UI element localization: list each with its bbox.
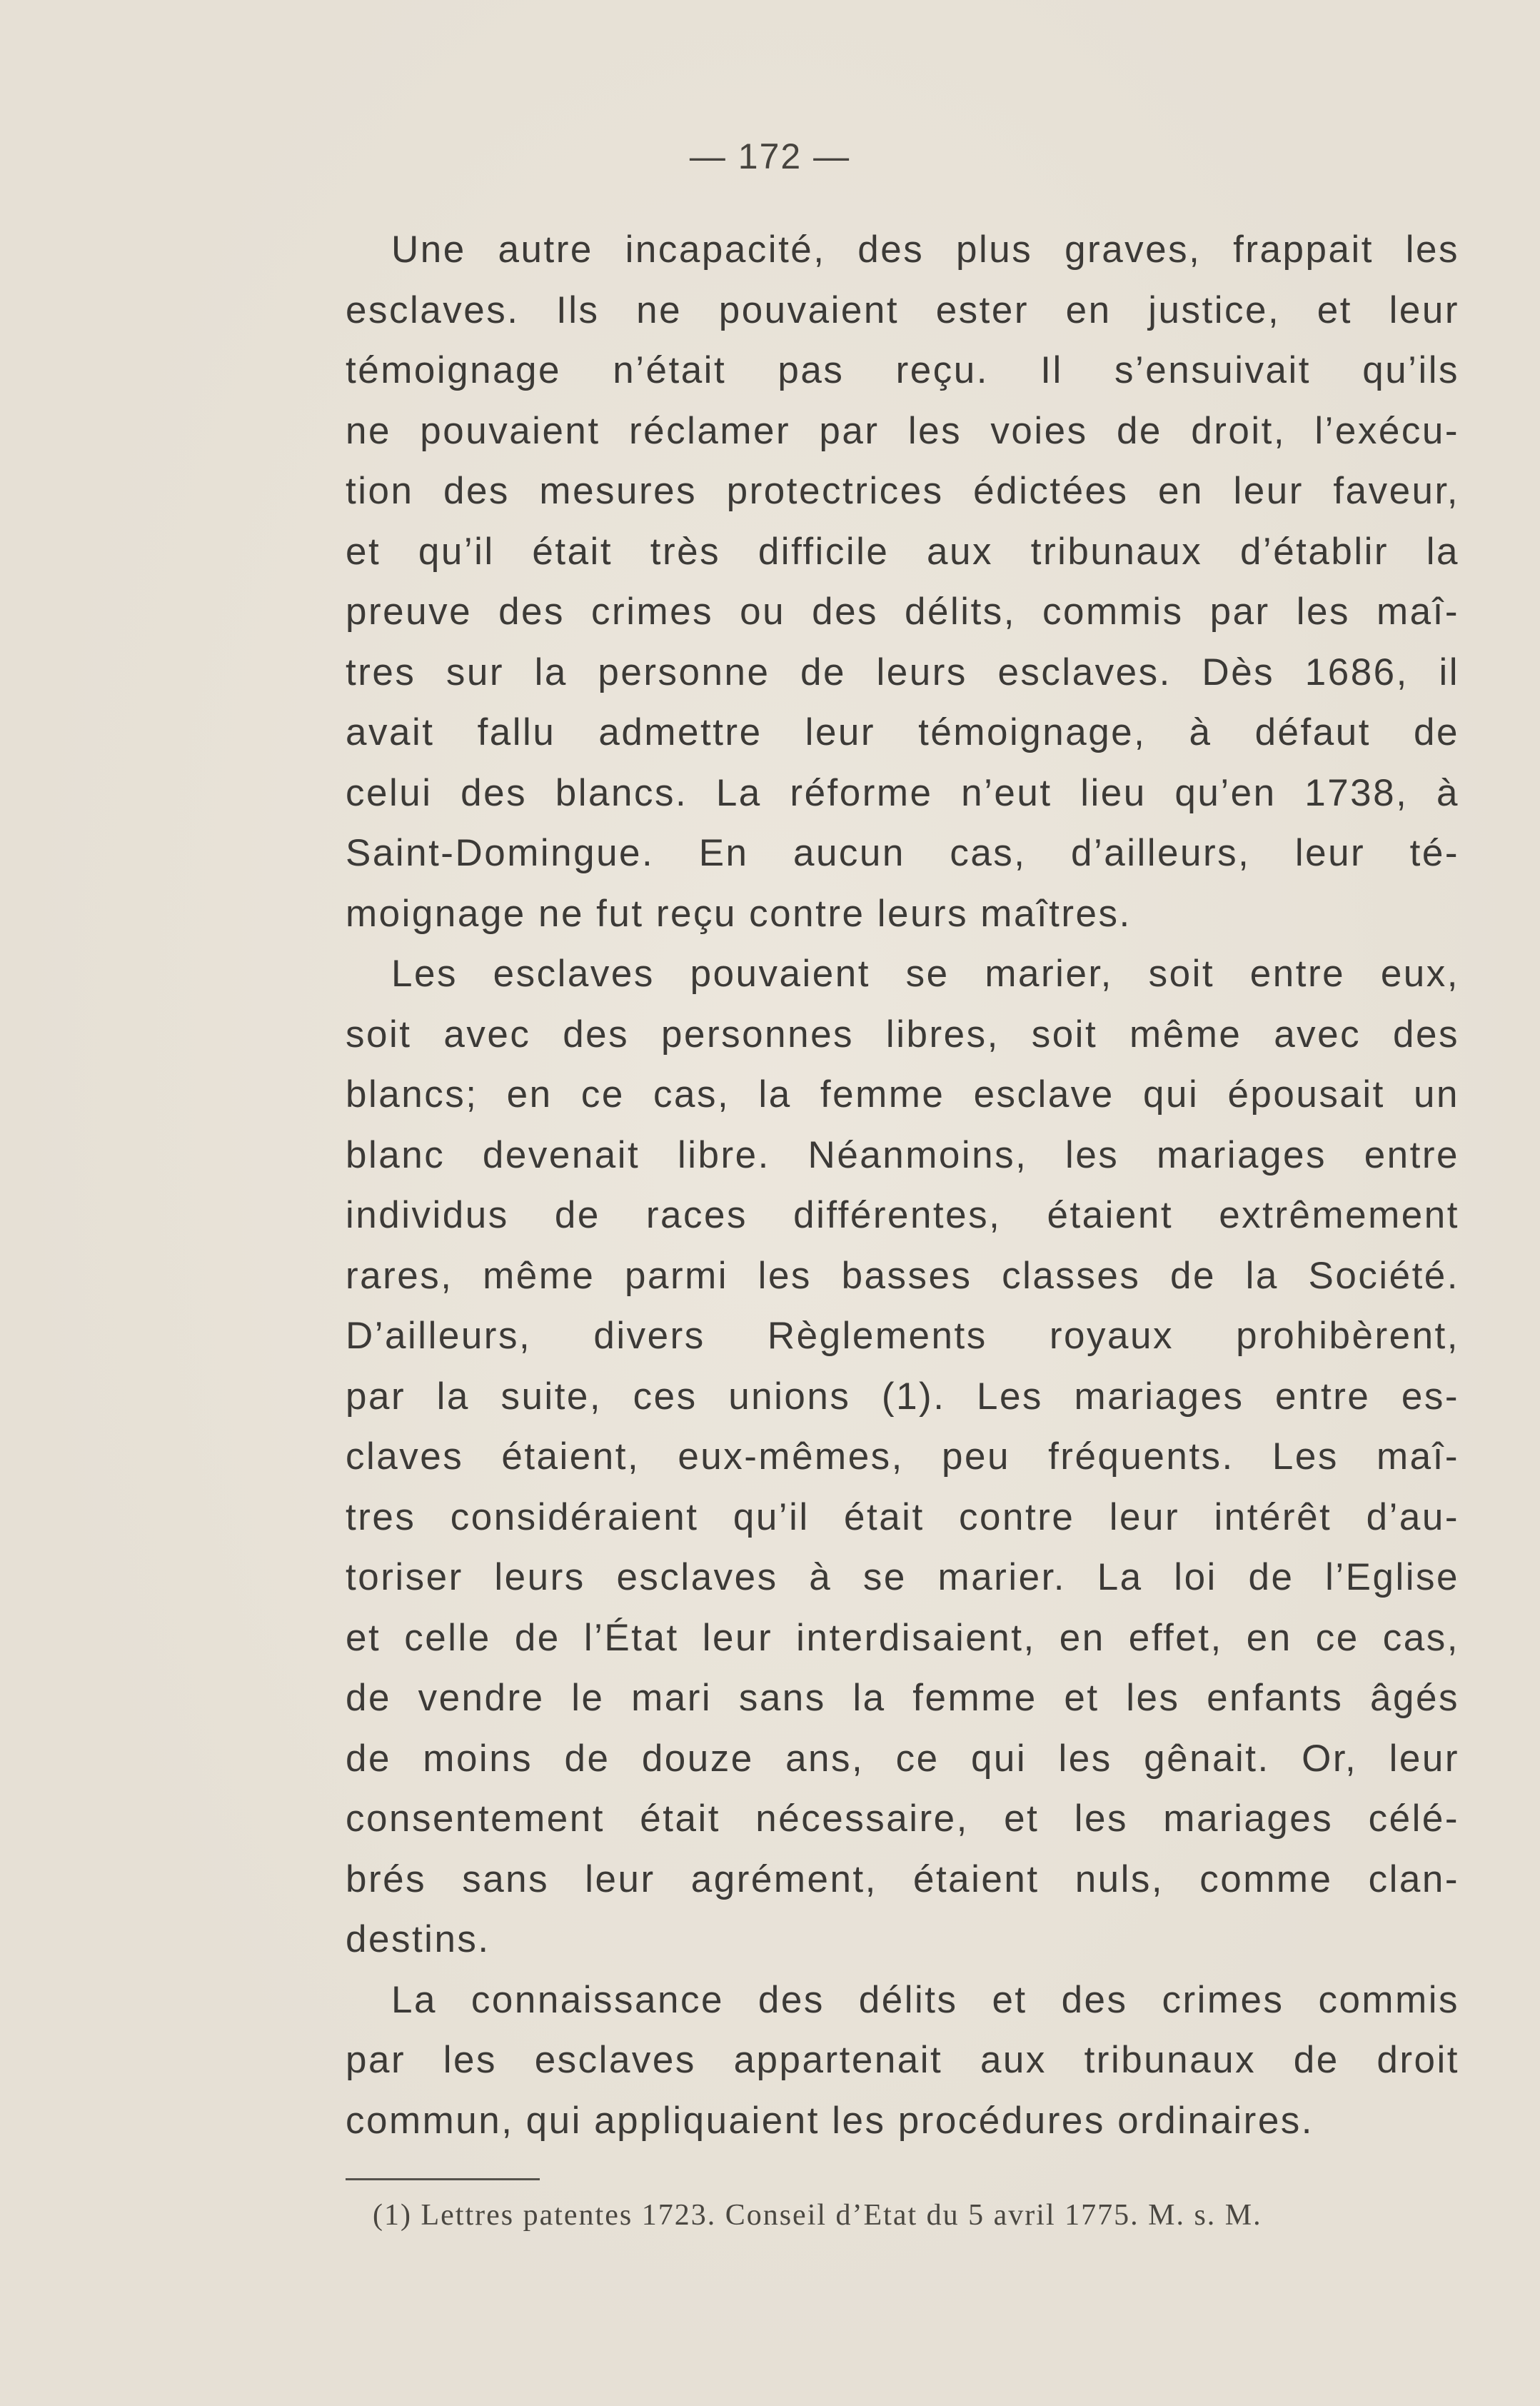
text-line: esclaves. Ils ne pouvaient ester en justice, et leur	[346, 289, 1459, 331]
text-line: et celle de l’État leur interdisaient, en effet, en ce cas,	[346, 1616, 1459, 1659]
footnote-divider	[346, 2178, 540, 2180]
text-line: de moins de douze ans, ce qui les gênait. Or, leur	[346, 1737, 1459, 1780]
text-line: soit avec des personnes libres, soit même avec des	[346, 1013, 1459, 1056]
text-line: brés sans leur agrément, étaient nuls, comme clan-	[346, 1858, 1459, 1900]
text-line: par les esclaves appartenait aux tribunaux de droit	[346, 2039, 1459, 2081]
text-line: témoignage n’était pas reçu. Il s’ensuivait qu’ils	[346, 349, 1459, 391]
page-number: — 172 —	[689, 136, 851, 176]
text-line: par la suite, ces unions (1). Les mariages entre es-	[346, 1375, 1459, 1418]
text-line: blanc devenait libre. Néanmoins, les mariages entre	[346, 1133, 1459, 1176]
text-line: toriser leurs esclaves à se marier. La loi de l’Eglise	[346, 1556, 1459, 1598]
text-line: Les esclaves pouvaient se marier, soit entre eux,	[391, 953, 1459, 995]
text-line: moignage ne fut reçu contre leurs maîtres.	[346, 892, 1132, 935]
text-line: commun, qui appliquaient les procédures ordinaires.	[346, 2099, 1314, 2142]
text-line: claves étaient, eux-mêmes, peu fréquents. Les maî-	[346, 1435, 1459, 1478]
text-line: ne pouvaient réclamer par les voies de droit, l’exécu-	[346, 409, 1459, 452]
text-line: preuve des crimes ou des délits, commis par les maî-	[346, 591, 1459, 633]
text-line: destins.	[346, 1918, 490, 1960]
text-line: La connaissance des délits et des crimes commis	[391, 1978, 1459, 2021]
text-line: et qu’il était très difficile aux tribunaux d’établir la	[346, 530, 1459, 573]
text-line: Saint-Domingue. En aucun cas, d’ailleurs, leur té-	[346, 832, 1459, 874]
text-line: tres considéraient qu’il était contre leur intérêt d’au-	[346, 1495, 1459, 1538]
text-line: Une autre incapacité, des plus graves, frappait les	[391, 229, 1459, 271]
text-line: blancs; en ce cas, la femme esclave qui épousait un	[346, 1073, 1459, 1116]
text-line: celui des blancs. La réforme n’eut lieu qu’en 1738, à	[346, 771, 1459, 814]
text-line: D’ailleurs, divers Règlements royaux prohibèrent,	[346, 1315, 1459, 1357]
text-line: rares, même parmi les basses classes de la Société.	[346, 1254, 1459, 1297]
text-line: individus de races différentes, étaient extrêmement	[346, 1194, 1459, 1236]
text-line: tion des mesures protectrices édictées en leur faveur,	[346, 470, 1459, 512]
body-text	[346, 220, 1459, 2151]
footnote: (1) Lettres patentes 1723. Conseil d’Etat du 5 avril 1775. M. s. M.	[373, 2199, 1262, 2232]
text-line: avait fallu admettre leur témoignage, à défaut de	[346, 711, 1459, 753]
text-line: tres sur la personne de leurs esclaves. Dès 1686, il	[346, 651, 1459, 693]
text-line: de vendre le mari sans la femme et les enfants âgés	[346, 1677, 1459, 1719]
text-line: consentement était nécessaire, et les mariages célé-	[346, 1798, 1459, 1840]
